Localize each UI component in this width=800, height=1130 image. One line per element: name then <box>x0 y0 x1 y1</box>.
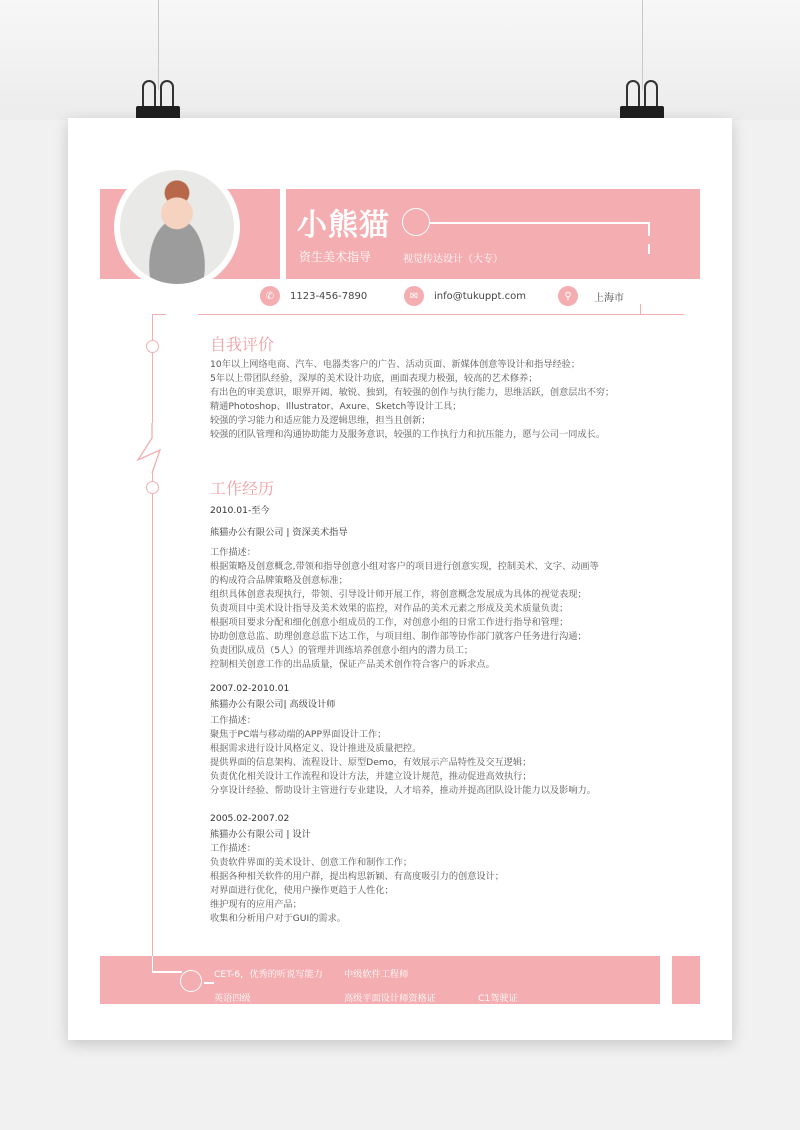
job-entry <box>210 682 596 798</box>
job-line: 组织具体创意表现执行，带领、引导设计师开展工作，将创意概念发展成为具体的视觉表现； <box>210 589 587 600</box>
wall-background <box>0 0 800 120</box>
timeline-line <box>152 971 182 973</box>
name-deco-line <box>430 222 650 224</box>
timeline-node <box>146 481 159 494</box>
self-eval-list <box>210 358 614 442</box>
name-deco-line <box>648 222 650 236</box>
section-title-self-eval: 自我评价 <box>210 335 275 354</box>
contact-divider <box>198 314 684 315</box>
phone-text: 1123-456-7890 <box>290 290 368 302</box>
phone-icon: ✆ <box>260 286 280 306</box>
job-line: 提供界面的信息架构、流程设计、原型Demo，有效展示产品特性及交互逻辑； <box>210 757 532 768</box>
self-eval-line: 10年以上网络电商、汽车、电器类客户的广告、活动页面、新媒体创意等设计和指导经验； <box>210 359 581 370</box>
contact-email <box>404 286 526 306</box>
contact-city <box>558 286 624 306</box>
job-title: 资生美术指导 <box>299 250 372 264</box>
timeline-line <box>152 353 153 423</box>
name-deco-circle <box>402 208 430 236</box>
self-eval-line: 有出色的审美意识，眼界开阔、敏锐、独到，有较强的创作与执行能力，思维活跃，创意层出不穷； <box>210 387 615 398</box>
job-line: 控制相关创意工作的出品质量，保证产品美术创作符合客户的诉求点。 <box>210 659 495 670</box>
contact-phone <box>260 286 367 306</box>
city-text: 上海市 <box>594 292 624 304</box>
certificate-item: CET-6，优秀的听说写能力 <box>214 969 323 980</box>
self-eval-line: 精通Photoshop、Illustrator、Axure、Sketch等设计工具； <box>210 401 462 412</box>
job-date: 2005.02-2007.02 <box>210 813 290 824</box>
job-line: 工作描述： <box>210 843 256 854</box>
job-line: 工作描述： <box>210 715 256 726</box>
timeline-line <box>152 314 166 315</box>
job-line: 根据需求进行设计风格定义、设计推进及质量把控。 <box>210 743 422 754</box>
certificate-item: 英语四级 <box>214 993 251 1004</box>
certificate-item: 中级软件工程师 <box>344 969 409 980</box>
self-eval-line: 较强的团队管理和沟通协助能力及服务意识，较强的工作执行力和抗压能力，愿与公司一同成长。 <box>210 429 606 440</box>
job-entry <box>210 504 599 672</box>
certificate-item: 高级平面设计师资格证 <box>344 993 436 1004</box>
job-company: 熊猫办公有限公司 | 资深美术指导 <box>210 527 348 538</box>
job-line: 负责团队成员（5人）的管理并训练培养创意小组内的潜力员工； <box>210 645 474 656</box>
job-date: 2007.02-2010.01 <box>210 683 290 694</box>
mail-icon: ✉ <box>404 286 424 306</box>
email-text: info@tukuppt.com <box>434 290 526 302</box>
avatar <box>114 164 240 290</box>
location-pin-icon: ⚲ <box>558 286 578 306</box>
job-line: 工作描述： <box>210 547 256 558</box>
job-line: 负责优化相关设计工作流程和设计方法，并建立设计规范，推动促进高效执行； <box>210 771 532 782</box>
contact-divider <box>640 304 641 314</box>
job-line: 协助创意总监、助理创意总监下达工作，与项目组、制作部等协作部门就客户任务进行沟通； <box>210 631 587 642</box>
timeline-line <box>152 494 153 970</box>
person-name: 小熊猫 <box>297 208 390 243</box>
job-line: 根据各种相关软件的用户群，提出构思新颖、有高度吸引力的创意设计； <box>210 871 504 882</box>
job-line: 负责软件界面的美术设计、创意工作和制作工作； <box>210 857 413 868</box>
hanging-string <box>642 0 643 90</box>
hanging-string <box>158 0 159 90</box>
resume-paper <box>68 118 732 1040</box>
job-line: 维护现有的应用产品； <box>210 899 302 910</box>
education: 视觉传达设计（大专） <box>403 254 503 265</box>
timeline-node <box>146 340 159 353</box>
name-deco-line <box>648 244 650 254</box>
self-eval-line: 较强的学习能力和适应能力及逻辑思维，担当且创新； <box>210 415 431 426</box>
job-line: 聚焦于PC端与移动端的APP界面设计工作； <box>210 729 387 740</box>
job-line: 根据项目要求分配和细化创意小组成员的工作，对创意小组的日常工作进行指导和管理； <box>210 617 569 628</box>
job-line: 的构成符合品牌策略及创意标准； <box>210 575 348 586</box>
job-company: 熊猫办公有限公司| 高级设计师 <box>210 699 336 710</box>
job-line: 根据策略及创意概念,带领和指导创意小组对客户的项目进行创意实现，控制美术、文字、动画等 <box>210 561 599 572</box>
job-line: 对界面进行优化，使用户操作更趋于人性化； <box>210 885 394 896</box>
job-line: 收集和分析用户对于GUI的需求。 <box>210 913 346 924</box>
job-line: 分享设计经验、帮助设计主管进行专业建设，人才培养，推动并提高团队设计能力以及影响力。 <box>210 785 596 796</box>
job-entry <box>210 812 504 926</box>
timeline-line <box>204 982 214 984</box>
self-eval-line: 5年以上带团队经验，深厚的美术设计功底，画面表现力极强，较高的艺术修养； <box>210 373 538 384</box>
timeline-node <box>180 970 202 992</box>
section-title-work: 工作经历 <box>210 479 275 498</box>
certificates-band-end <box>672 956 700 1004</box>
job-date: 2010.01-至今 <box>210 505 270 516</box>
job-company: 熊猫办公有限公司 | 设计 <box>210 829 311 840</box>
timeline-line <box>152 314 153 340</box>
timeline-zigzag <box>130 418 170 478</box>
job-line: 负责项目中美术设计指导及美术效果的监控，对作品的美术元素之形成及美术质量负责； <box>210 603 569 614</box>
certificate-item: C1驾驶证 <box>478 993 518 1004</box>
timeline-line <box>152 956 153 972</box>
